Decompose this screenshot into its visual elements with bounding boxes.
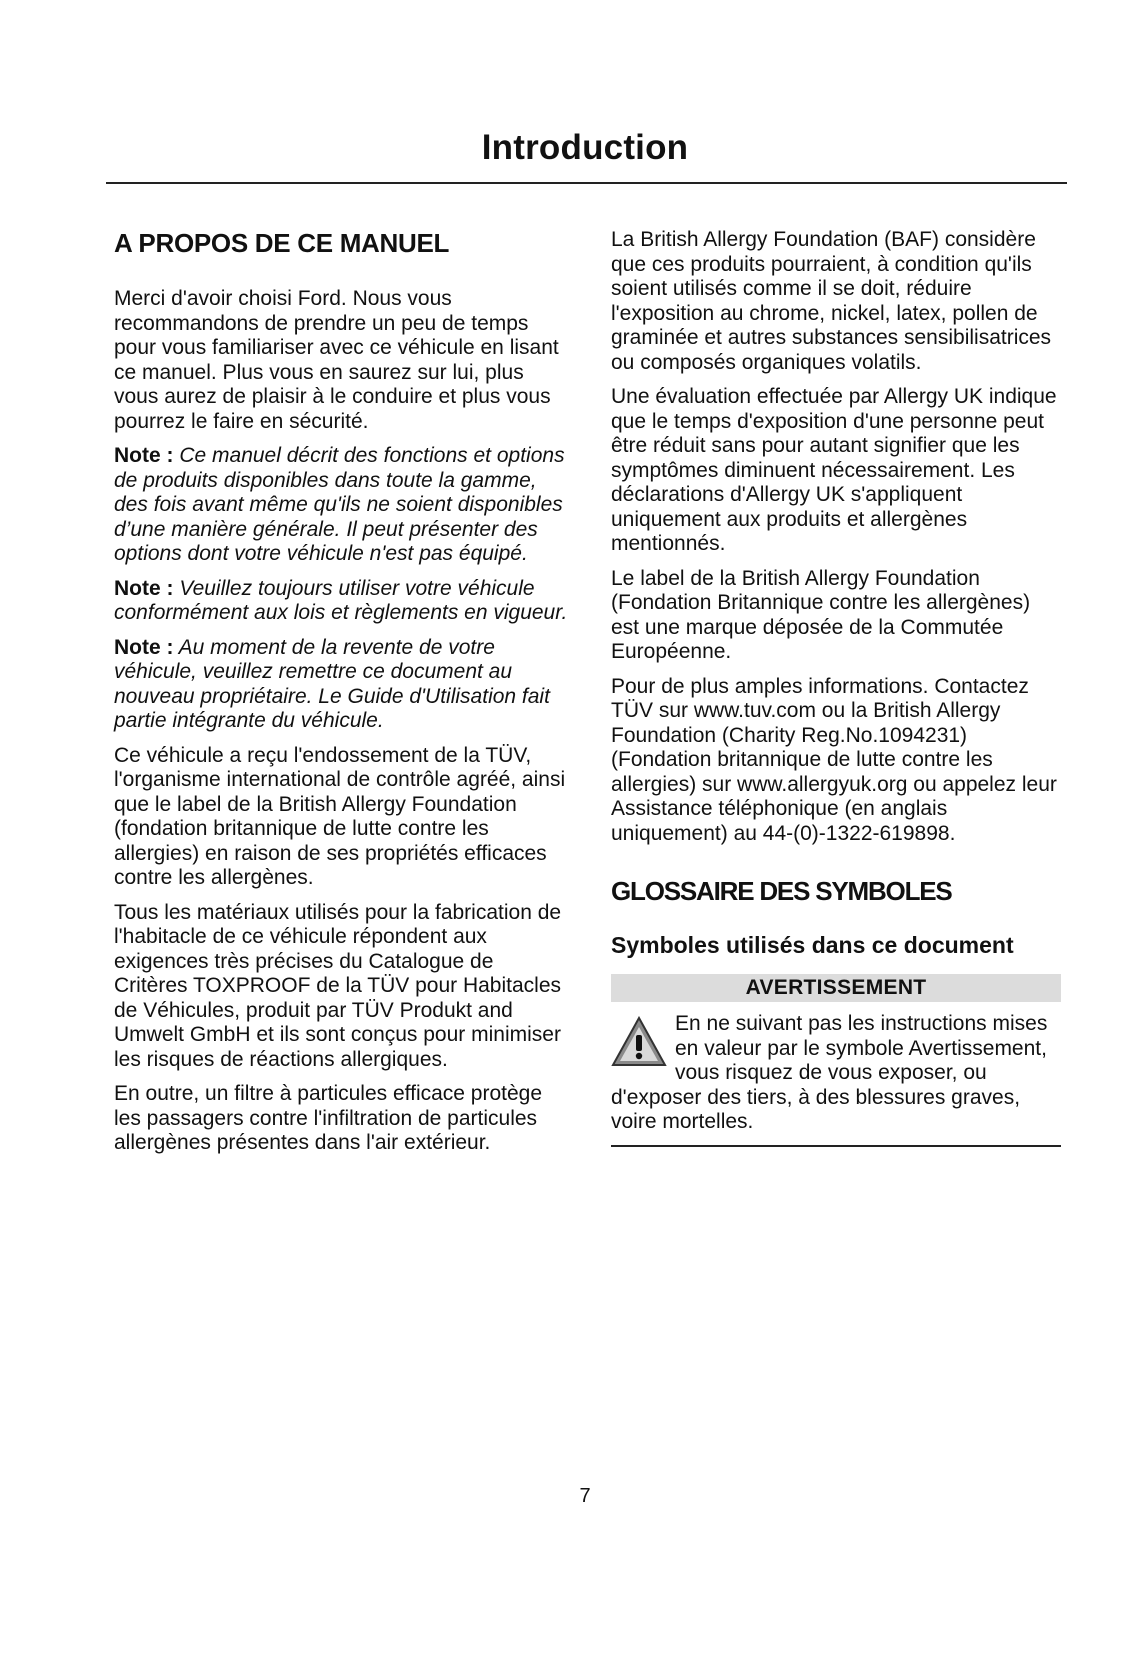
section-heading-about-manual: A PROPOS DE CE MANUEL xyxy=(114,228,450,258)
page-number: 7 xyxy=(579,1485,591,1507)
filter-paragraph: En outre, un filtre à particules efficace protège les passagers contre l'infiltration de particules allergènes présentes dans l'air extérieur. xyxy=(114,1082,543,1154)
page-title: Introduction xyxy=(481,128,689,167)
note-text: Veuillez toujours utiliser votre véhicule conformément aux lois et règlements en vigueur. xyxy=(114,576,568,624)
label-paragraph: Le label de la British Allergy Foundation (Fondation Britannique contre les allergènes) est une marque déposée de la Commutée Européenne. xyxy=(611,566,1031,663)
tuv-paragraph: Ce véhicule a reçu l'endossement de la TÜV, l'organisme international de contrôle agréé, ainsi que le label de la British Allergy Foundation (fondation britannique de lutte contre les allergies) en raison de ses propriétés efficaces contre les allergènes. xyxy=(114,743,566,889)
note-label: Note : xyxy=(114,576,174,600)
note-text: Au moment de la revente de votre véhicule, veuillez remettre ce document au nouveau propriétaire. Le Guide d'Utilisation fait partie intégrante du véhicule. xyxy=(114,635,550,732)
note-label: Note : xyxy=(114,635,174,659)
note-paragraph xyxy=(114,636,569,734)
warning-title: AVERTISSEMENT xyxy=(611,974,1061,1002)
warning-triangle-icon xyxy=(611,1016,667,1068)
materials-paragraph: Tous les matériaux utilisés pour la fabrication de l'habitacle de ce véhicule répondent aux exigences très précises du Catalogue de Critères TOXPROOF de la TÜV pour Habitacles de Véhicules, produit par TÜV Produkt and Umwelt GmbH et ils sont conçus pour minimiser les risques de réactions allergiques. xyxy=(114,900,562,1071)
left-column xyxy=(114,228,569,1166)
note-label: Note : xyxy=(114,444,174,467)
warning-box xyxy=(611,974,1061,1147)
right-column xyxy=(611,228,1061,1147)
section-heading-glossary: GLOSSAIRE DES SYMBOLES xyxy=(611,876,952,906)
warning-body xyxy=(611,1012,1061,1135)
note-paragraph xyxy=(114,577,569,626)
baf-paragraph: La British Allergy Foundation (BAF) considère que ces produits pourraient, à condition qu'ils soient utilisés comme il se doit, réduire l'exposition au chrome, nickel, latex, pollen de graminée et autres substances sensibilisatrices ou composés organiques volatils. xyxy=(611,228,1052,374)
subsection-heading-symbols: Symboles utilisés dans ce document xyxy=(611,932,1014,958)
evaluation-paragraph: Une évaluation effectuée par Allergy UK indique que le temps d'exposition d'une personne peut être réduit sans pour autant signifier que les symptômes diminuent nécessairement. Les déclarations d'Allergy UK s'appliquent uniquement aux produits et allergènes mentionnés. xyxy=(611,385,1057,555)
warning-bottom-rule xyxy=(611,1145,1061,1147)
intro-paragraph: Merci d'avoir choisi Ford. Nous vous recommandons de prendre un peu de temps pour vous familiariser avec ce véhicule en lisant ce manuel. Plus vous en saurez sur lui, plus vous aurez de plaisir à le conduire et plus vous pourrez le faire en sécurité. xyxy=(114,287,559,433)
warning-text: En ne suivant pas les instructions mises en valeur par le symbole Avertissement, vous risquez de vous exposer, ou d'exposer des tiers, à des blessures graves, voire mortelles. xyxy=(611,1012,1048,1133)
note-paragraph xyxy=(114,444,569,567)
contact-paragraph: Pour de plus amples informations. Contactez TÜV sur www.tuv.com ou la British Allergy Foundation (Charity Reg.No.1094231) (Fondation britannique de lutte contre les allergies) sur www.allergyuk.org ou appelez leur Assistance téléphonique (en anglais uniquement) au 44-(0)-1322-619898. xyxy=(611,674,1057,845)
note-text: Ce manuel décrit des fonctions et options de produits disponibles dans toute la gamme, des fois avant même qu'ils ne soient disponibles d’une manière générale. Il peut présenter des options dont votre véhicule n'est pas équipé. xyxy=(114,444,565,565)
title-divider xyxy=(106,182,1067,184)
